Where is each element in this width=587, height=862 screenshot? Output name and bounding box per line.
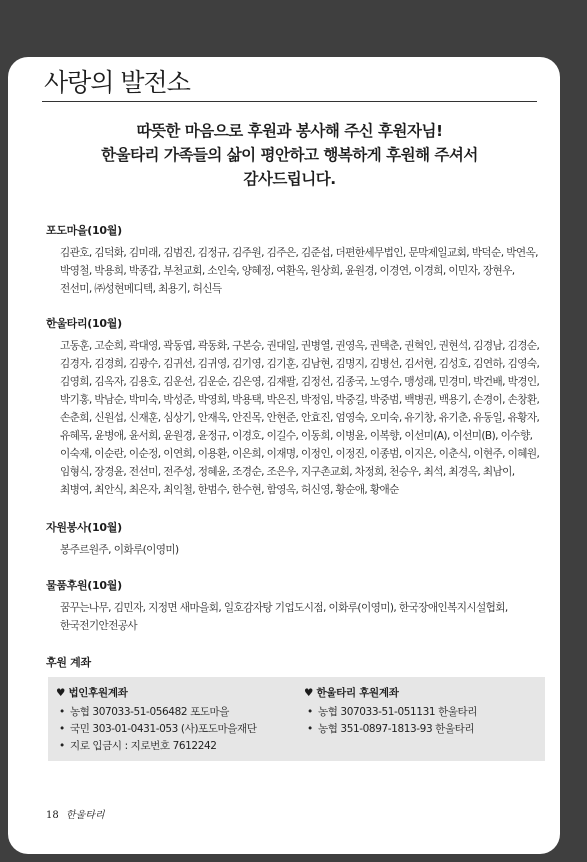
page-title: 사랑의 발전소: [44, 68, 190, 97]
title-divider: [42, 101, 537, 102]
account-item: • 농협 307033-51-056482 포도마을: [56, 704, 257, 721]
intro-message: [42, 119, 537, 191]
intro-line: 감사드립니다.: [243, 170, 336, 188]
page: [8, 57, 560, 854]
donor-list: 고동훈, 고순희, 곽대영, 곽동엽, 곽동화, 구본승, 권대일, 권병열, 권영옥, 권택춘, 권혁인, 권현석, 김경남, 김경순, 김경자, 김경희, 김광수, 김귀선, 김귀영, 김기영, 김기훈, 김남현, 김명지, 김병선, 김서현, 김성호, 김연하, 김영숙, 김영희, 김옥자, 김용호, 김운선, 김운순, 김은영, 김재팔, 김정선, 김종국, 노영수, 맹성래, 민경미, 박건배, 박경인, 박기홍, 박남순, 박미숙, 박성준, 박영희, 박용택, 박은진, 박정임, 박중길, 박중범, 백병권, 백용기, 손경이, 손창환, 손춘희, 신원섭, 신재훈, 심상기, 안재옥, 안진목, 안현준, 안효진, 엄영숙, 오미숙, 유기창, 유기춘, 유동일, 유황자, 유혜목, 윤병애, 윤서희, 윤원경, 윤정규, 이경호, 이길수, 이동희, 이병윤, 이복향, 이선미(A), 이선미(B), 이수향, 이숙재, 이순란, 이순정, 이연희, 이용환, 이은희, 이재명, 이정인, 이정진, 이종범, 이지은, 이춘식, 이현주, 이혜원, 임형식, 장경윤, 전선미, 전주성, 정혜윤, 조경순, 조은우, 지구촌교회, 차정희, 천승우, 최석, 최경옥, 최남이, 최병여, 최안식, 최은자, 최익철, 한범수, 한수현, 함영옥, 허신영, 황순애, 황애순: [60, 340, 540, 496]
intro-line: 따뜻한 마음으로 후원과 봉사해 주신 후원자님!: [136, 122, 443, 140]
section-goods: [46, 577, 546, 635]
section-accounts: [46, 654, 546, 670]
section-hanul: [46, 315, 546, 499]
section-heading: 자원봉사(10월): [46, 521, 122, 534]
page-footer: [46, 806, 105, 821]
section-volunteer: [46, 519, 546, 559]
brand-logo: 한울타리: [65, 810, 105, 821]
account-item: • 농협 351-0897-1813-93 한울타리: [304, 721, 477, 738]
account-heading: ♥ 한울타리 후원계좌: [304, 687, 399, 699]
account-heading: ♥ 법인후원계좌: [56, 687, 128, 699]
section-heading: 한울타리(10월): [46, 317, 122, 330]
page-number: 18: [46, 810, 59, 821]
accounts-box: [48, 677, 545, 761]
section-heading: 후원 계좌: [46, 656, 91, 669]
hanul-accounts: [304, 685, 477, 738]
account-item: • 지로 입금시 : 지로번호 7612242: [56, 738, 257, 755]
section-podo: [46, 222, 546, 298]
corporate-accounts: [56, 685, 257, 755]
donor-list: 김관호, 김덕화, 김미래, 김범진, 김정규, 김주원, 김주은, 김준섭, 더편한세무법인, 문막제일교회, 박덕순, 박연옥, 박영철, 박용희, 박종갑, 부천교회, 소인숙, 양혜정, 여환옥, 원상희, 윤원경, 이경연, 이경희, 이민자, 장현우, 전선미, ㈜성현메디텍, 최용기, 허신득: [60, 247, 538, 295]
account-item: • 농협 307033-51-051131 한울타리: [304, 704, 477, 721]
section-heading: 포도마을(10월): [46, 224, 122, 237]
donor-list: 봉주르원주, 이화루(이영미): [60, 544, 179, 556]
donor-list: 꿈꾸는나무, 김민자, 지정면 새마을회, 일호감자탕 기업도시점, 이화루(이영미), 한국장애인복지시설협회, 한국전기안전공사: [60, 602, 508, 632]
intro-line: 한울타리 가족들의 삶이 평안하고 행복하게 후원해 주셔서: [101, 146, 478, 164]
section-heading: 물품후원(10월): [46, 579, 122, 592]
account-item: • 국민 303-01-0431-053 (사)포도마을재단: [56, 721, 257, 738]
